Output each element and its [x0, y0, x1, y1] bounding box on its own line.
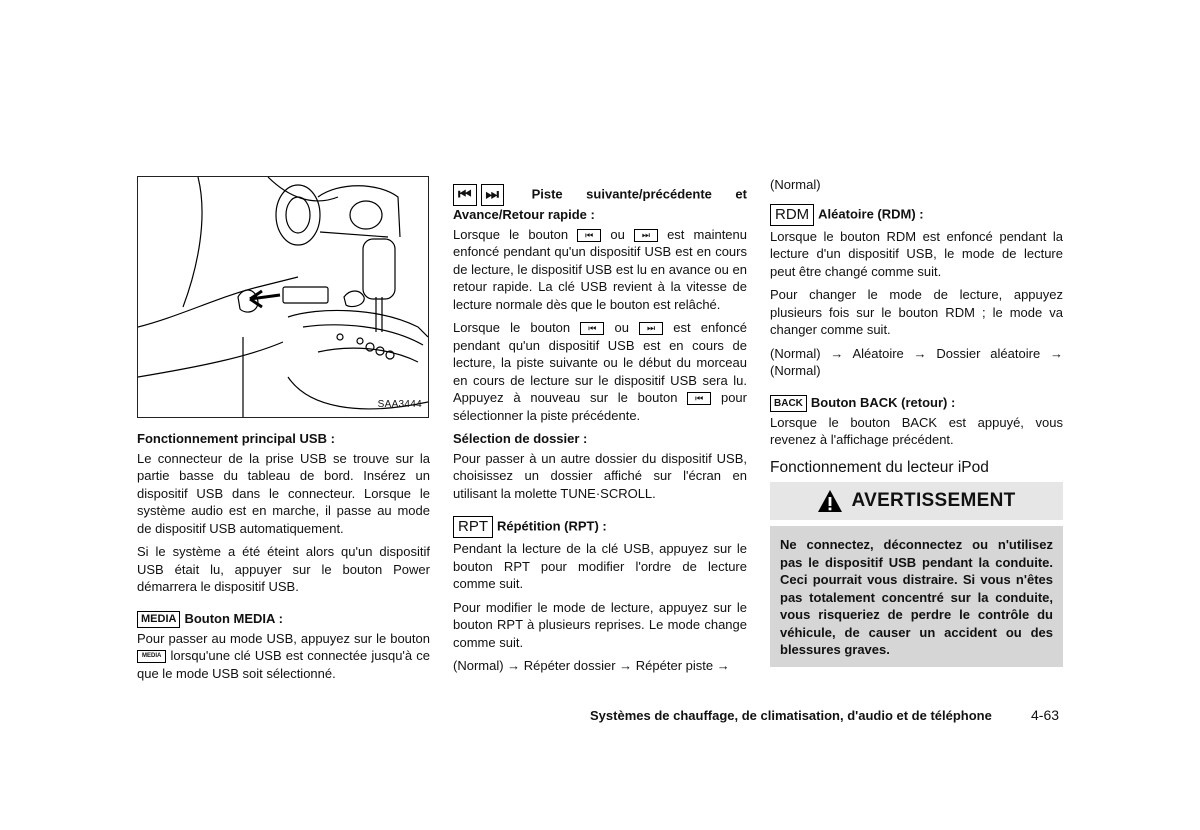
prev-track-inline-icon: ⏮	[577, 229, 601, 242]
figure-code: SAA3444	[377, 398, 422, 410]
paragraph	[453, 319, 747, 424]
subheading-ipod: Fonctionnement du lecteur iPod	[770, 458, 989, 476]
column-right	[770, 176, 1063, 667]
paragraph: Pendant la lecture de la clé USB, appuyez sur le bouton RPT pour modifier l'ordre de lecture comme suit.	[453, 541, 747, 591]
warning-title: AVERTISSEMENT	[851, 490, 1016, 512]
text-run: pour sélectionner la piste précédente.	[453, 390, 747, 423]
next-track-inline-icon: ⏭	[634, 229, 658, 242]
text-run: est maintenu enfoncé pendant qu'un dispositif USB est en cours de lecture, le dispositif USB est lu en avance ou en retour rapide. La clé USB revient à la vitesse de lecture normale dès que le bouton est relâché.	[453, 226, 747, 312]
paragraph: Lorsque le bouton BACK est appuyé, vous revenez à l'affichage précédent.	[770, 414, 1063, 448]
prev-track-icon: ⏮	[453, 184, 477, 206]
paragraph: Le connecteur de la prise USB se trouve sur la partie basse du tableau de bord. Insérez un dispositif USB dans le connecteur. Lorsque le système audio est en marche, il passe au mode de dispositif USB automatiquement.	[137, 450, 430, 536]
warning-text: Ne connectez, déconnectez ou n'utilisez pas le dispositif USB pendant la conduite. Ceci pourrait vous distraire. Si vous n'êtes pas totalement concentré sur la conduite, vous risqueriez de perdre le contrôle du véhicule, de causer un accident ou des blessures graves.	[780, 537, 1053, 658]
paragraph	[137, 630, 430, 683]
rdm-button-icon: RDM	[770, 204, 814, 226]
heading-text: Répétition (RPT) :	[497, 518, 607, 534]
column-middle	[453, 184, 747, 681]
heading-text: Bouton BACK (retour) :	[810, 394, 956, 410]
heading-text: Piste suivante/précédente et Avance/Retour rapide :	[453, 186, 747, 222]
section-heading-back	[770, 394, 1063, 412]
prev-track-inline-icon: ⏮	[687, 392, 711, 405]
paragraph: Pour modifier le mode de lecture, appuyez sur le bouton RPT à plusieurs reprises. Le mode change comme suit.	[453, 599, 747, 650]
footer-section-title: Systèmes de chauffage, de climatisation, d'audio et de téléphone	[590, 708, 992, 723]
section-heading-folder: Sélection de dossier :	[453, 431, 588, 446]
paragraph: Pour passer à un autre dossier du dispositif USB, choisissez un dossier affiché sur l'écran en utilisant la molette TUNE·SCROLL.	[453, 450, 747, 501]
section-heading-random	[770, 204, 1063, 226]
section-heading-media	[137, 610, 430, 628]
paragraph: (Normal)	[770, 177, 821, 192]
section-heading-usb: Fonctionnement principal USB :	[137, 431, 335, 446]
media-button-icon: MEDIA	[137, 611, 180, 628]
console-drawing	[138, 177, 428, 417]
text-run: ou	[614, 320, 629, 335]
section-heading-repeat	[453, 516, 747, 538]
text-run: est enfoncé pendant qu'un dispositif USB est en cours de lecture, la piste suivante ou le début du morceau en cours de lecture sur le dispositif USB sera lu. Appuyez à nouveau sur le bouton	[453, 320, 747, 405]
media-inline-icon: MEDIA	[137, 650, 166, 663]
section-heading-track	[453, 184, 747, 224]
page-number: 4-63	[1031, 707, 1060, 723]
paragraph: (Normal) → Aléatoire → Dossier aléatoire → (Normal)	[770, 345, 1063, 378]
back-button-icon: BACK	[770, 395, 807, 412]
text-run: lorsqu'une clé USB est connectée jusqu'à ce que le mode USB soit sélectionné.	[137, 648, 430, 681]
paragraph: Pour changer le mode de lecture, appuyez plusieurs fois sur le bouton RDM ; le mode va changer comme suit.	[770, 287, 1063, 337]
paragraph: (Normal) → Répéter dossier → Répéter piste →	[453, 658, 730, 673]
text-run: Lorsque le bouton	[453, 226, 569, 242]
warning-box	[770, 482, 1063, 667]
column-left	[137, 176, 430, 688]
text-run: Pour passer au mode USB, appuyez sur le bouton	[137, 630, 430, 646]
heading-text: Bouton MEDIA :	[184, 610, 283, 626]
prev-track-inline-icon: ⏮	[580, 322, 604, 335]
paragraph: Si le système a été éteint alors qu'un dispositif USB était lu, appuyer sur le bouton Power démarrera le dispositif USB.	[137, 544, 430, 594]
next-track-icon: ⏭	[481, 184, 505, 206]
warning-triangle-icon	[817, 489, 843, 513]
paragraph: Lorsque le bouton RDM est enfoncé pendant la lecture d'un dispositif USB, le mode de lecture peut être changé comme suit.	[770, 228, 1063, 279]
warning-header	[770, 482, 1063, 526]
text-run: Lorsque le bouton	[453, 320, 571, 335]
heading-text: Aléatoire (RDM) :	[818, 205, 924, 221]
next-track-inline-icon: ⏭	[639, 322, 663, 335]
paragraph	[453, 226, 747, 314]
rpt-button-icon: RPT	[453, 516, 493, 538]
text-run: ou	[610, 226, 625, 242]
usb-port-illustration	[137, 176, 429, 418]
